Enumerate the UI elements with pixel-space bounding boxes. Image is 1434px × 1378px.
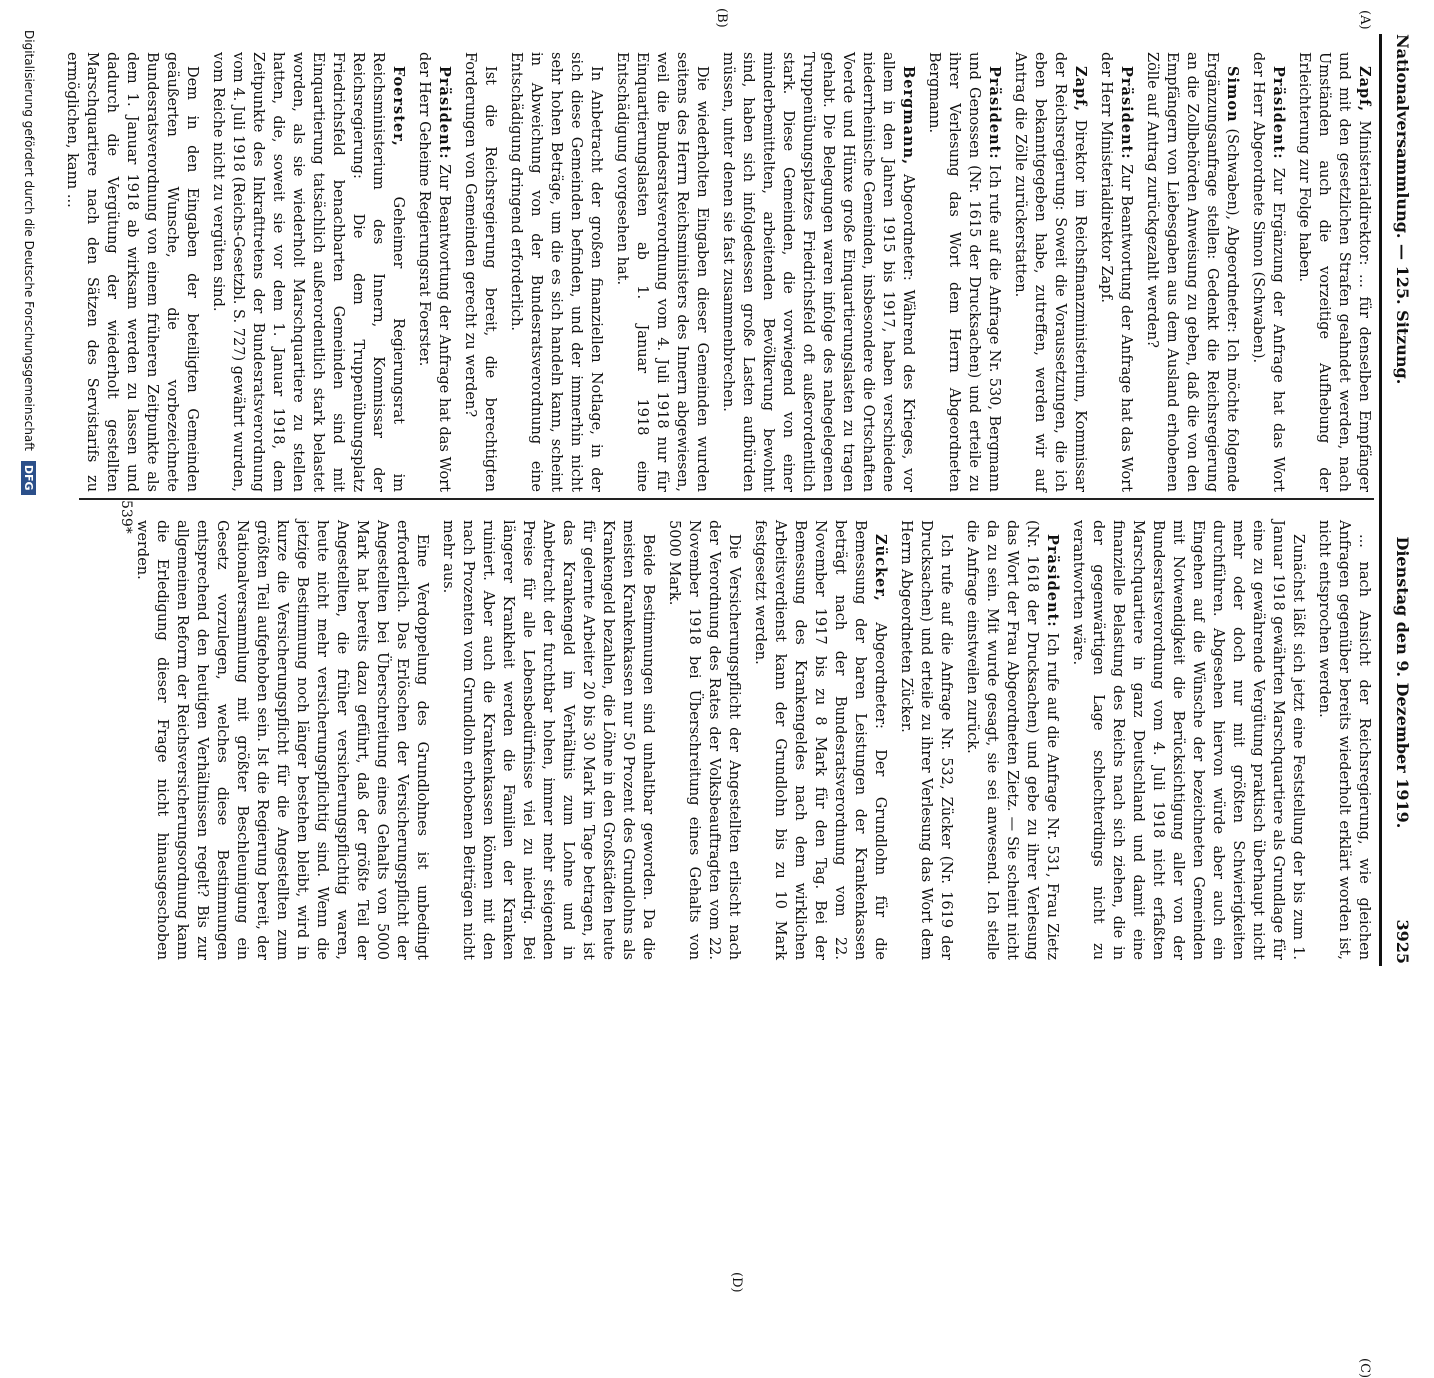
paragraph [1096, 52, 1136, 492]
paragraph-text: Zur Beantwortung der Anfrage hat das Wort der Herr Geheime Regierungsrat Foerster. [416, 52, 452, 493]
left-column [64, 52, 1374, 493]
page-number: 3925 [1393, 919, 1412, 964]
paragraph-text: Soweit die Voraussetzungen, die ich eben bekanntgegeben habe, zutreffen, werden wir auf Antrag die Zölle zurückerstatten. [1012, 52, 1068, 493]
paragraph-text: Die wiederholten Eingaben dieser Gemeinden wurden seitens des Herrn Reichsministers des Innern abgewiesen, weil die Bundesratsverordnung vom 4. Juli 1918 nur für Einquartierungslasten ab 1. Januar 1918 eine Entschädigung vorgesehen hat. [614, 52, 710, 492]
paragraph-text: Die Versicherungspflicht der Angestellten erlischt nach der Verordnung des Rates der Volksbeauftragten vom 22. November 1918 bei Überschreitung eines Gehalts von 5000 Mark. [666, 520, 742, 960]
speaker-name: Präsident: [1118, 66, 1135, 160]
paragraph-text: Während des Krieges, vor allem in den Jahren 1915 bis 1917, haben verschiedene niederrheinische Gemeinden, insbesondere die Ortschaften Voerde und Hünxe große Einquartierungslasten zu tragen gehabt. Die Belegungen waren infolge des nahegelegenen Truppenübungsplatzes Friedrichsfeld oft außerordentlich stark. Diese Gemeinden, die vorwiegend von einer minderbemittelten, arbeitenden Bevölkerung bewohnt sind, haben sich infolgedessen große Lasten aufbürden müssen, unter denen sie fast zusammenbrechen. [720, 52, 916, 493]
header-rule [1379, 34, 1382, 966]
dfg-logo: DFG [21, 461, 36, 495]
speaker-role: Abgeordneter: [900, 174, 916, 281]
credit-text: Digitalisierung gefördert durch die Deutsche Forschungsgemeinschaft [22, 30, 36, 452]
digitization-credit [21, 30, 36, 495]
speaker-name: Bergmann, [900, 66, 917, 166]
speaker-role: (Schwaben), Abgeordneter: [1224, 128, 1240, 333]
margin-mark-a: (A) [1357, 10, 1372, 30]
paragraph [460, 52, 500, 492]
header-session-title: Nationalversammlung. — 125. Sitzung. [1393, 34, 1412, 385]
speaker-name: Zücker, [872, 534, 889, 602]
paragraph [62, 52, 202, 492]
header-date-page [1393, 536, 1412, 964]
paragraph-text: Beide Bestimmungen sind unhaltbar geworden. Da die meisten Krankenkassen nur 50 Prozent des Grundlohns als Krankengeld bezahlen, die Löhne in den Großstädten heute für gelernte Arbeiter 20 bis 30 Mark im Tage betragen, ist das Krankengeld im Verhältnis zum Lohne und in Anbetracht der furchtbar hohen, immer mehr steigenden Preise für alle Lebensbedürfnisse viel zu niedrig. Bei längerer Krankheit werden die Familien der Kranken ruiniert. Aber auch die Krankenkassen können mit den nach Prozenten vom Grundlohn erhobenen Beiträgen nicht mehr aus. [440, 520, 656, 960]
speaker-role: Ministerialdirektor: [1356, 120, 1372, 266]
margin-mark-b: (B) [714, 8, 729, 28]
paragraph [1314, 520, 1374, 960]
speaker-role: Abgeordneter: [872, 622, 888, 729]
paragraph [208, 52, 408, 492]
speaker-name: Präsident: [1270, 66, 1287, 160]
margin-mark-c: (C) [1357, 1358, 1372, 1378]
paragraph [414, 52, 454, 492]
paragraph-text: Zur Beantwortung der Anfrage hat das Wort der Herr Ministerialdirektor Zapf. [1098, 52, 1134, 493]
paragraph [1068, 520, 1308, 960]
paragraph-text: Zur Ergänzung der Anfrage hat das Wort der Herr Abgeordnete Simon (Schwaben). [1250, 52, 1286, 492]
right-column [84, 520, 1374, 960]
paragraph-text: Ich möchte folgende Ergänzungsanfrage stellen: Gedenkt die Reichsregierung an die Zollbehörden Anweisung zu geben, daß die von den Empfängern von Liebesgaben aus dem Ausland erhobenen Zölle auf Antrag zurückgezahlt werden? [1144, 52, 1240, 492]
paragraph-text: Dem in den Eingaben der beteiligten Gemeinden geäußerten Wunsche, die vorbezeichnete Bundesratsverordnung von einem früheren Zeitpunkte als dem 1. Januar 1918 ab wirksam werden zu lassen und dadurch die Vergütung der wiederholt gestellten Marschquartiere nach den Sätzen des Servistarifs zu ermöglichen, kann ... [64, 52, 200, 492]
speaker-role: Direktor im Reichsfinanzministerium, Kommissar der Reichsregierung: [1052, 52, 1088, 492]
paragraph-text: Zunächst läßt sich jetzt eine Feststellung der bis zum 1. Januar 1918 gewährten Marschquartiere als Grundlage für eine zu gewährende Vergütung praktisch überhaupt nicht mehr oder doch nur mit größten Schwierigkeiten durchführen. Abgesehen hiervon würde aber auch ein Eingehen auf die Wünsche der bezeichneten Gemeinden mit Notwendigkeit die Berücksichtigung aller von der Bundesratsverordnung vom 4. Juli 1918 nicht erfaßten Marschquartiere in ganz Deutschland und damit eine finanzielle Belastung des Reichs nach sich ziehen, die in der gegenwärtigen Lage schlechterdings nicht zu verantworten wäre. [1070, 520, 1306, 960]
paragraph [1248, 52, 1288, 492]
paragraph [750, 520, 890, 960]
paragraph [718, 52, 918, 492]
paragraph [506, 52, 606, 492]
paragraph-text: Der Grundlohn für die Bemessung der baren Leistungen der Krankenkassen beträgt nach der Bundesratsverordnung vom 22. November 1917 bis zu 8 Mark für den Tag. Bei der Bemessung des Krankengeldes nach dem wirklichen Arbeitsverdienst kann der Grundlohn bis zu 10 Mark festgesetzt werden. [752, 520, 888, 961]
header-date: Dienstag den 9. Dezember 1919. [1393, 536, 1412, 829]
paragraph [1142, 52, 1242, 492]
paragraph-text: Ich rufe auf die Anfrage Nr. 531, Frau Zietz (Nr. 1618 der Drucksachen) und gebe zu ihrer Verlesung das Wort der Frau Abgeordneten Zietz. — Sie scheint nicht da zu sein. Mit wurde gesagt, sie sei anwesend. Ich stelle die Anfrage einstweilen zurück. [964, 520, 1060, 961]
paragraph [1010, 52, 1090, 492]
paragraph [612, 52, 712, 492]
paragraph-text: Ist die Reichsregierung bereit, die berechtigten Forderungen von Gemeinden gerecht zu werden? [462, 52, 498, 492]
paragraph [924, 52, 1004, 492]
sheet-number: 539* [118, 500, 134, 534]
column-divider [79, 498, 1374, 500]
paragraph [664, 520, 744, 960]
paragraph-text: Ich rufe auf die Anfrage Nr. 532, Zücker (Nr. 1619 der Drucksachen) und erteile zu ihrer Verlesung das Wort dem Herrn Abgeordneten Zücker. [898, 520, 954, 960]
paragraph [132, 520, 432, 960]
margin-mark-d: (D) [729, 1272, 744, 1293]
paragraph-text: Ich rufe auf die Anfrage Nr. 530, Bergmann und Genossen (Nr. 1615 der Drucksachen) und erteile zu ihrer Verlesung das Wort dem Herrn Abgeordneten Bergmann. [926, 52, 1002, 493]
speaker-name: Simon [1224, 66, 1241, 123]
speaker-role: Geheimer Regierungsrat im Reichsministerium des Innern, Kommissar der Reichsregierung: [350, 52, 406, 493]
paragraph [896, 520, 956, 960]
speaker-name: Präsident: [436, 66, 453, 160]
speaker-name: Präsident: [1044, 534, 1061, 628]
paragraph [962, 520, 1062, 960]
paragraph-text: In Anbetracht der großen finanziellen Notlage, in der sich diese Gemeinden befinden, und der immerhin nicht sehr hohen Beträge, um die es sich handeln kann, scheint in Abweichung von der Bundesratsverordnung eine Entschädigung dringend erforderlich. [508, 52, 604, 492]
paragraph [1294, 52, 1374, 492]
speaker-name: Präsident: [986, 66, 1003, 160]
paragraph-text: ... für denselben Empfänger und mit den gesetzlichen Strafen geahndet werden, nach Umständen auch die vorzeitige Aufhebung der Erleichterung zur Folge haben. [1296, 52, 1372, 493]
speaker-name: Zapf, [1072, 66, 1089, 113]
speaker-name: Zapf, [1356, 66, 1373, 113]
paragraph-text: Eine Verdoppelung des Grundlohnes ist unbedingt erforderlich. Das Erlöschen der Versicherungspflicht der Angestellten bei Überschreitung eines Gehalts von 5000 Mark hat bereits dazu geführt, daß der größte Teil der Angestellten, die früher versicherungspflichtig waren, heute nicht mehr versicherungspflichtig sind. Wenn die jetzige Bestimmung noch länger bestehen bleibt, wird in kurze die Versicherungspflicht für die Angestellten zum größten Teil aufgehoben sein. Ist die Regierung bereit, der Nationalversammlung mit größter Beschleunigung ein Gesetz vorzulegen, welches diese Bestimmungen entsprechend den heutigen Verhältnissen regelt? Bis zur allgemeinen Reform der Reichsversicherungsordnung kann die Erledigung dieser Frage nicht hinausgeschoben werden. [134, 520, 430, 960]
paragraph [438, 520, 658, 960]
paragraph-text: ... nach Ansicht der Reichsregierung, wie gleichen Anfragen gegenüber bereits wiederholt erklärt worden ist, nicht entsprochen werden. [1316, 520, 1372, 960]
speaker-name: Foerster, [390, 66, 407, 147]
paragraph-text: Die dem Truppenübungsplatz Friedrichsfeld benachbarten Gemeinden sind mit Einquartierung tatsächlich außerordentlich stark belastet worden, als sie wiederholt Marschquartiere zu stellen hatten, die, soweit sie vor dem 1. Januar 1918, dem Zeitpunkte des Inkrafttretens der Bundesratsverordnung vom 4. Juli 1918 (Reichs-Gesetzbl. S. 727) gewährt wurden, vom Reiche nicht zu vergüten sind. [210, 52, 366, 493]
